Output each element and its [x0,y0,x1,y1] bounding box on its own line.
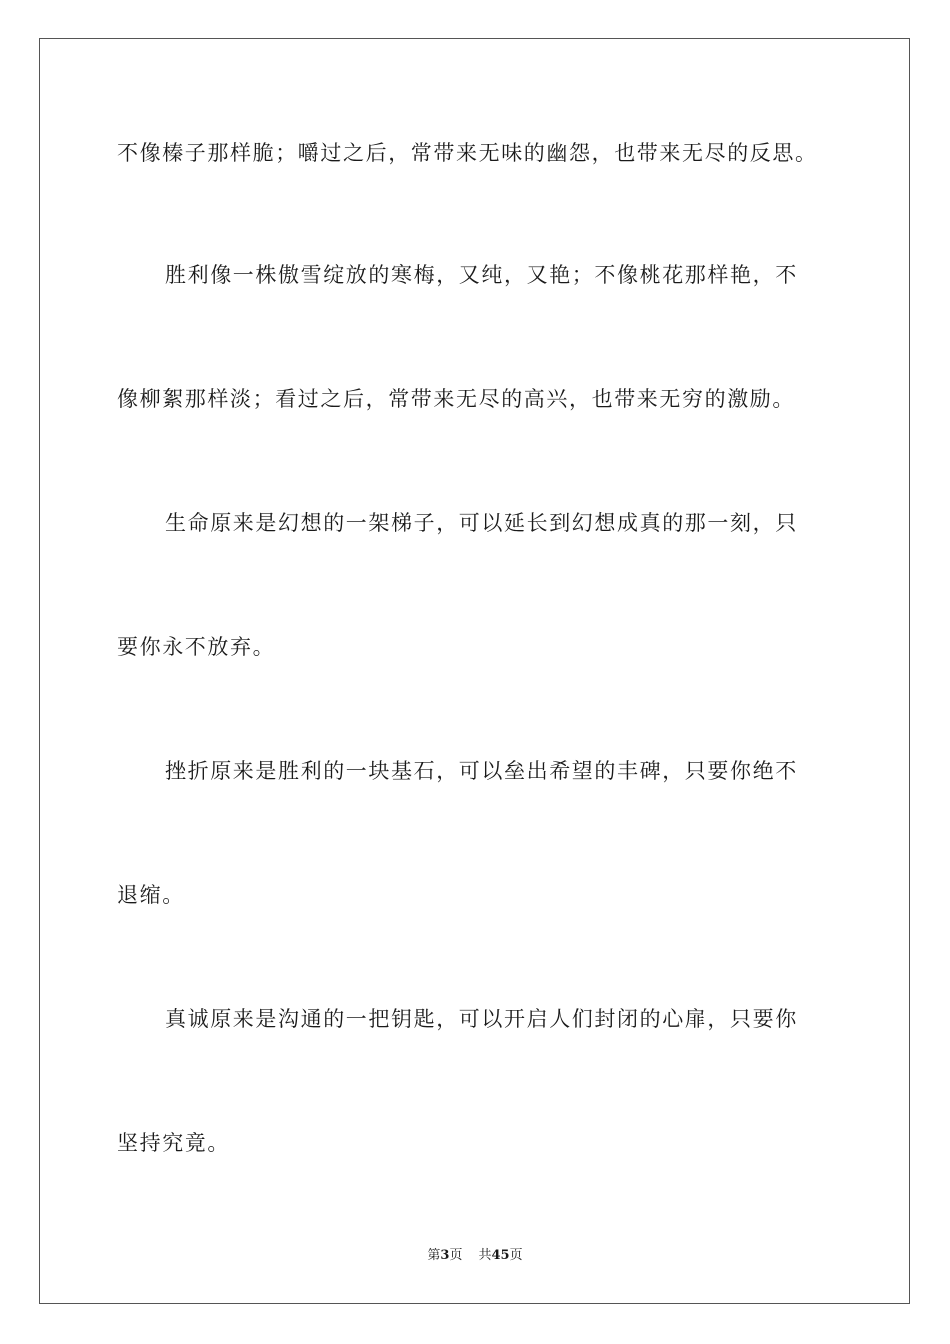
total-suffix: 页 [509,1248,523,1263]
text-line-4: 生命原来是幻想的一架梯子，可以延长到幻想成真的那一刻，只 [165,511,798,535]
text-line-9: 坚持究竟。 [117,1131,230,1155]
total-prefix: 共 [478,1248,492,1263]
page-number: 3 [440,1248,450,1263]
text-line-1: 不像榛子那样脆；嚼过之后，常带来无味的幽怨，也带来无尽的反思。 [117,141,818,165]
text-line-2: 胜利像一株傲雪绽放的寒梅，又纯，又艳；不像桃花那样艳，不 [165,263,798,287]
page-frame [39,38,910,1304]
text-line-6: 挫折原来是胜利的一块基石，可以垒出希望的丰碑，只要你绝不 [165,759,798,783]
text-line-5: 要你永不放弃。 [117,635,276,659]
page-footer [0,1247,950,1265]
text-line-8: 真诚原来是沟通的一把钥匙，可以开启人们封闭的心扉，只要你 [165,1007,798,1031]
page-prefix: 第 [427,1248,441,1263]
page-suffix: 页 [449,1248,463,1263]
text-line-3: 像柳絮那样淡；看过之后，常带来无尽的高兴，也带来无穷的激励。 [117,387,795,411]
text-line-7: 退缩。 [117,883,185,907]
total-pages: 45 [491,1248,510,1263]
